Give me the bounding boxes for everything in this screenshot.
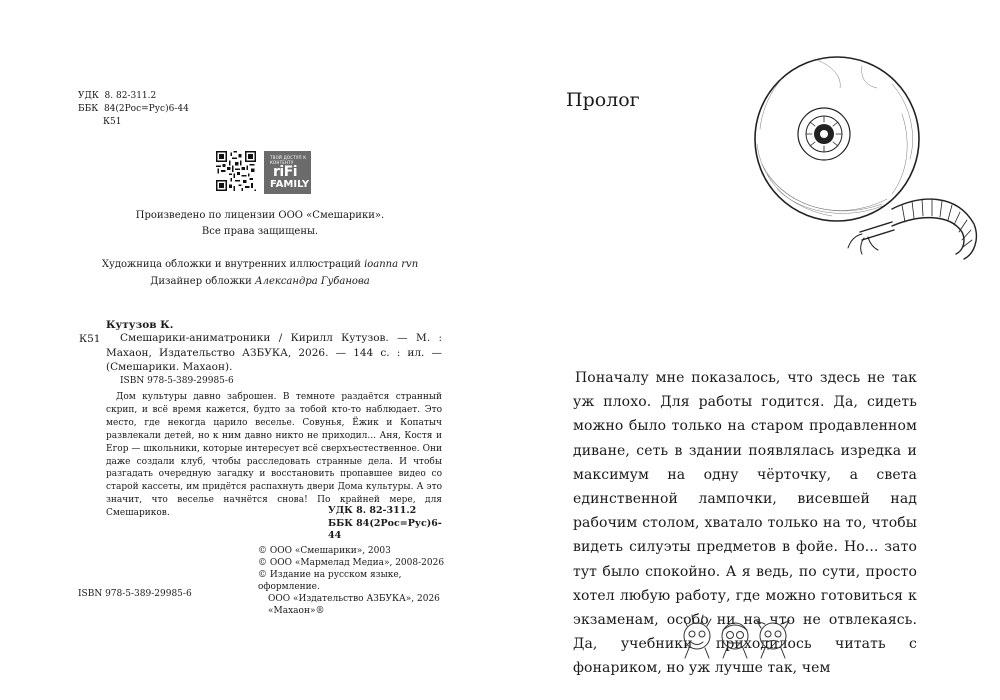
qr-row [216,151,311,194]
bib-code: К51 [79,333,101,345]
author-code: К51 [103,117,122,127]
body-text: Поначалу мне показалось, что здесь не так уж плохо. Для работы годится. Да, сидеть можно было только на старом продавленном диване, сеть в здании появлялась изредка и максимум на одну чёрточку, а света единственной лампочки, висевшей над рабочим столом, хватало только на то, чтобы видеть силуэты предметов в фойе. Но... зато тут было спокойно. А я ведь, по сути, просто хотел любую работу, где можно готовиться к экзаменам, особо ни на что не отвлекаясь. Да, учебники приходилось читать с фонариком, но уж лучше так, чем [573,370,917,677]
illustrator-credit: Художница обложки и внутренних иллюстраций ioanna rvn [101,259,419,270]
mechanical-eye-illustration [742,54,982,274]
udc-line: УДК 8. 82-311.2 [78,91,157,101]
designer-credit: Дизайнер обложки Александра Губанова [150,276,370,287]
chapter-title: Пролог [566,89,640,111]
prologue-page [500,0,1000,700]
copyright-block: © ООО «Смешарики», 2003 © ООО «Мармелад Медиа», 2008-2026 © Издание на русском языке, оформление. ООО «Издательство АЗБУКА», 2026 «Махаон»® [258,546,445,616]
bbk-line: ББК 84(2Рос=Рус)6-44 [78,104,189,114]
rifi-family-logo: ТВОЙ ДОСТУП К КОНТЕНТУ riFi FAMILY [264,151,311,194]
author-heading: Кутузов К. [106,319,174,331]
bibliographic-description: Смешарики-аниматроники / Кирилл Кутузов. — М. : Махаон, Издательство АЗБУКА, 2026. — 144 с. : ил. — (Смешарики. Махаон). [106,332,442,373]
credits [90,256,430,290]
classification-block [78,90,189,129]
annotation: Дом культуры давно заброшен. В темноте раздаётся странный скрип, и всё время кажется, будто за тобой кто-то наблюдает. Это место, где некогда царило веселье. Совунья, Ёжик и Копатыч развлекали детей, но к ним давно никто не приходил... Аня, Костя и Егор — школьники, которые интересует всё сверхъестественное. Они даже создали клуб, чтобы расследовать странные дела. И чтобы разгадать очередную загадку и восстановить пропавшее видео со старой кассеты, им придётся распахнуть двери Дома культуры. А это значит, что веселье начнётся снова! По крайней мере, для Смешариков. [106,392,442,519]
udc-bold-block: УДК 8. 82-311.2 ББК 84(2Рос=Рус)6-44 [328,505,442,541]
isbn-bottom: ISBN 978-5-389-29985-6 [78,589,192,599]
qr-code-icon [216,151,256,191]
smeshariki-characters-illustration [675,612,795,662]
license-notice: Произведено по лицензии ООО «Смешарики». Все права защищены. [135,210,385,237]
isbn-inner: ISBN 978-5-389-29985-6 [120,376,234,386]
